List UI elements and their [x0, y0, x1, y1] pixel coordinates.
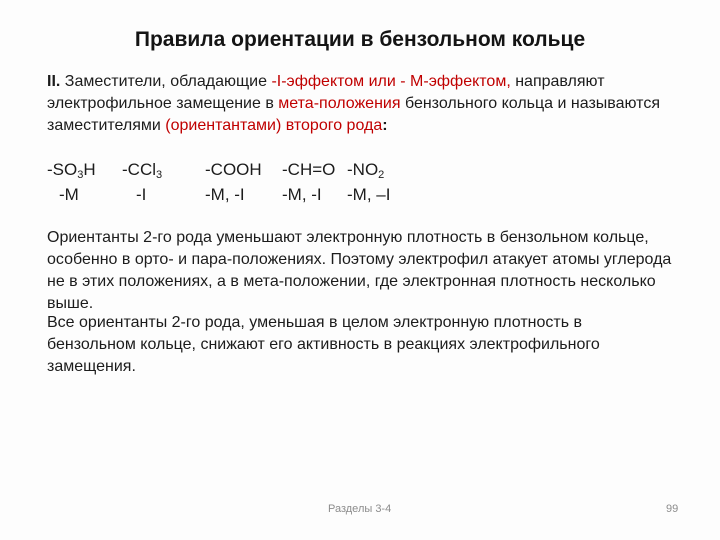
substituent-column [282, 157, 347, 207]
substituent-formula [47, 157, 122, 182]
paragraph-segment: направляют электрофильное замещение в [47, 73, 605, 112]
paragraph-segment: -I-эффектом или - М-эффектом, [271, 73, 511, 90]
paragraph-segment: : [382, 117, 388, 134]
substituents-row [47, 157, 390, 207]
slide-title: Правила ориентации в бензольном кольце [134, 28, 586, 51]
substituent-formula [347, 157, 390, 182]
formula-text: -COOH [205, 160, 262, 179]
formula-text: H [83, 160, 96, 179]
formula-subscript: 3 [156, 169, 163, 181]
substituent-effects: -М, –I [347, 185, 391, 204]
substituent-formula [122, 157, 205, 182]
paragraph-segment: (ориентантами) второго рода [165, 117, 383, 134]
substituent-column [47, 157, 122, 207]
formula-text: -CCl [122, 160, 156, 179]
formula-text: -SO [47, 160, 78, 179]
paragraph-segment: II. [47, 73, 61, 90]
substituent-formula [282, 157, 347, 182]
substituent-column [122, 157, 205, 207]
rule-paragraph [47, 71, 665, 137]
formula-text: -CH=O [282, 160, 336, 179]
paragraph-segment: Заместители, обладающие [60, 73, 272, 90]
substituent-effects: -М, -I [205, 185, 245, 204]
substituent-column [205, 157, 282, 207]
formula-subscript: 3 [77, 169, 84, 181]
substituent-column [347, 157, 390, 207]
paragraph-segment: бензольного кольца и называются заместителями [47, 95, 660, 134]
substituent-formula [205, 157, 282, 182]
density-paragraph: Ориентанты 2-го рода уменьшают электронную плотность в бензольном кольце, особенно в орто- и пара-положениях. Поэтому электрофил атакует атомы углерода не в этих положениях, а в мета-положении, где электронная плотность несколько выше. [47, 229, 672, 312]
activity-paragraph: Все ориентанты 2-го рода, уменьшая в целом электронную плотность в бензольном кольце, снижают его активность в реакциях электрофильного замещения. [47, 314, 600, 375]
paragraph-segment: мета-положения [278, 95, 401, 112]
substituent-effects: -М [59, 185, 79, 204]
substituent-effects: -I [136, 185, 147, 204]
footer-section-label: Разделы 3-4 [328, 503, 392, 515]
page-number: 99 [666, 503, 679, 515]
formula-subscript: 2 [378, 169, 385, 181]
formula-text: -NO [347, 160, 379, 179]
substituent-effects: -М, -I [282, 185, 322, 204]
